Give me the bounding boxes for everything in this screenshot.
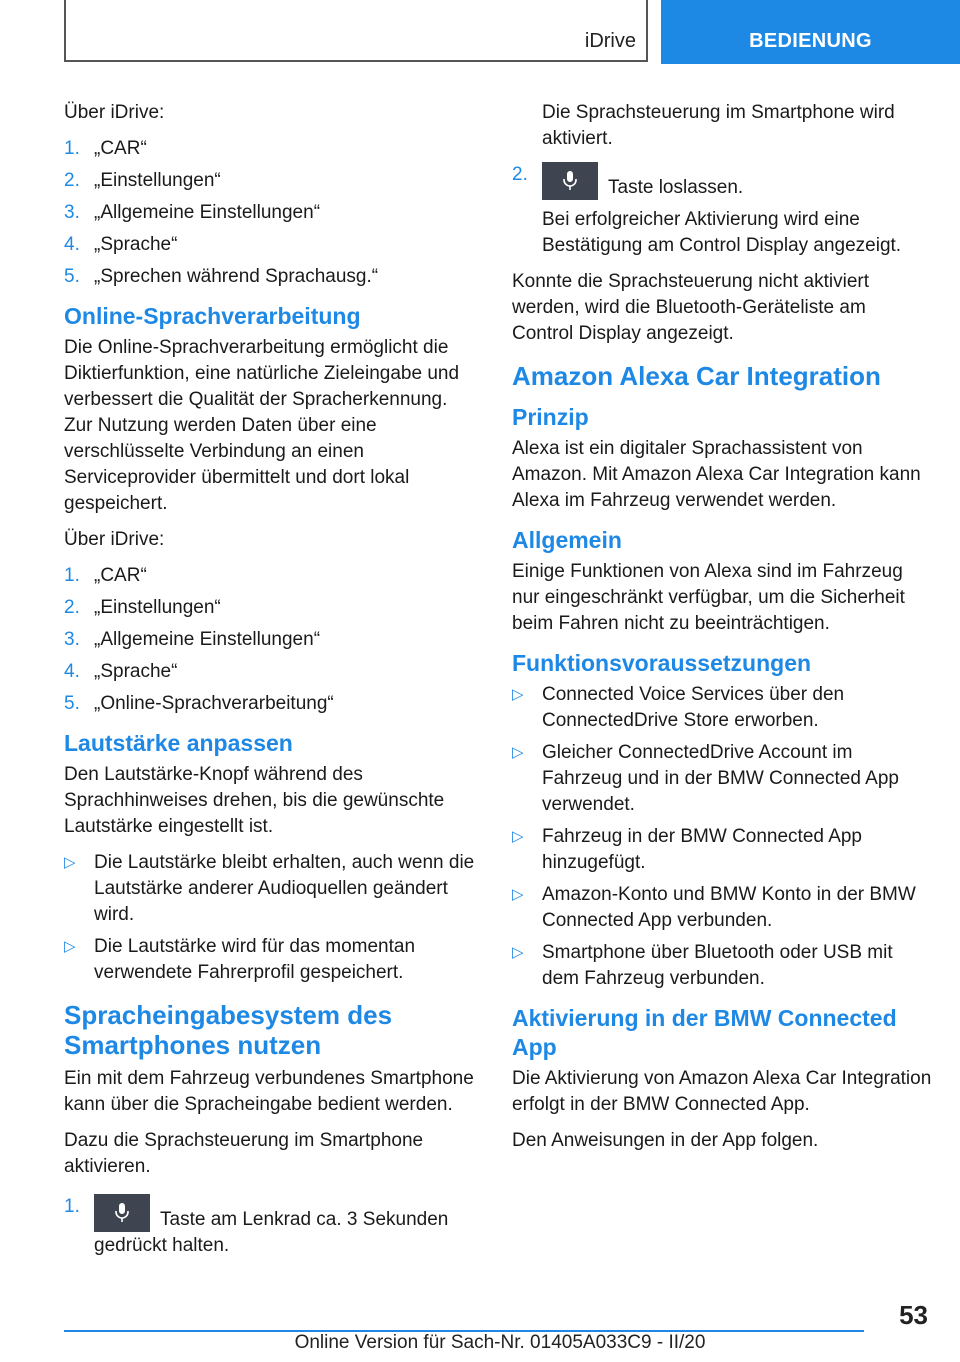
triangle-bullet-icon: ▷ [64,854,76,871]
numbered-list [64,136,480,290]
header-tab-bedienung [661,0,960,64]
paragraph: Den Anweisungen in der App folgen. [512,1130,819,1151]
step-item [64,1194,480,1259]
list-item-text: Connected Voice Services über den ConnectedDrive Store erworben. [542,684,845,731]
footer-text: Online Version für Sach-Nr. 01405A033C9 - II/20 [294,1332,706,1353]
heading-amazon-alexa: Amazon Alexa Car Integration [512,361,881,391]
list-item-text: Smartphone über Bluetooth oder USB mit dem Fahrzeug verbunden. [542,942,893,989]
list-item [512,824,932,876]
header-tab-label: BEDIENUNG [749,30,872,52]
list-item-text: „CAR“ [94,565,147,586]
list-item [64,659,480,685]
list-item [64,563,480,589]
list-item [512,940,932,992]
header-frame [64,0,648,62]
intro-text: Über iDrive: [64,529,165,550]
list-item [64,232,480,258]
step-number: 1. [64,1196,80,1217]
heading-online-sprachverarbeitung: Online-Sprachverarbeitung [64,303,361,329]
bullet-list [64,850,480,986]
heading-lautstaerke-anpassen: Lautstärke anpassen [64,730,293,756]
list-number: 2. [64,597,80,618]
left-column [64,100,480,1265]
list-item [512,740,932,818]
paragraph: Einige Funktionen von Alexa sind im Fahrzeug nur eingeschränkt verfügbar, um die Sicherheit beim Fahren nicht zu beeinträchtigen. [512,561,905,634]
list-number: 4. [64,234,80,255]
triangle-bullet-icon: ▷ [512,944,524,961]
step-item [512,162,932,201]
list-item [64,595,480,621]
voice-button [542,162,598,200]
list-item [512,682,932,734]
paragraph: Dazu die Sprachsteuerung im Smartphone aktivieren. [64,1130,424,1177]
paragraph: Den Lautstärke-Knopf während des Sprachhinweises drehen, bis die gewünschte Lautstärke eingestellt ist. [64,764,445,837]
list-number: 2. [64,170,80,191]
list-item [64,136,480,162]
list-item-text: „Allgemeine Einstellungen“ [94,629,321,650]
list-item-text: Gleicher ConnectedDrive Account im Fahrzeug und in der BMW Connected App verwendet. [542,742,899,815]
triangle-bullet-icon: ▷ [64,938,76,955]
list-item-text: „Sprechen während Sprachausg.“ [94,266,379,287]
list-item [512,882,932,934]
bullet-list [512,682,932,992]
list-number: 5. [64,266,80,287]
list-number: 3. [64,202,80,223]
step-continuation: Die Sprachsteuerung im Smartphone wird aktiviert. [542,102,895,149]
heading-funktionsvoraussetzungen: Funktionsvoraussetzungen [512,650,812,676]
list-item [64,200,480,226]
list-item-text: Fahrzeug in der BMW Connected App hinzugefügt. [542,826,863,873]
paragraph: Alexa ist ein digitaler Sprachassistent von Amazon. Mit Amazon Alexa Car Integration kann Alexa im Fahrzeug verwendet werden. [512,438,921,511]
list-item-text: „CAR“ [94,138,147,159]
header-section-title: iDrive [584,30,636,52]
list-item [64,168,480,194]
list-number: 5. [64,693,80,714]
list-item [64,691,480,717]
microphone-icon [114,1202,130,1224]
list-item-text: „Einstellungen“ [94,597,221,618]
list-item [64,850,480,928]
list-number: 1. [64,138,80,159]
paragraph: Ein mit dem Fahrzeug verbundenes Smartphone kann über die Spracheingabe bedient werden. [64,1068,474,1115]
paragraph: Die Aktivierung von Amazon Alexa Car Integration erfolgt in der BMW Connected App. [512,1068,932,1115]
list-item [64,264,480,290]
step-number: 2. [512,164,528,185]
list-item-text: „Einstellungen“ [94,170,221,191]
list-item-text: „Sprache“ [94,234,178,255]
voice-button [94,1194,150,1232]
microphone-icon [562,170,578,192]
list-item-text: „Allgemeine Einstellungen“ [94,202,321,223]
step-continuation: Bei erfolgreicher Aktivierung wird eine Bestätigung am Control Display angezeigt. [542,209,902,256]
list-number: 3. [64,629,80,650]
paragraph: Konnte die Sprachsteuerung nicht aktiviert werden, wird die Bluetooth-Geräteliste am Control Display angezeigt. [512,271,869,344]
heading-allgemein: Allgemein [512,527,622,553]
triangle-bullet-icon: ▷ [512,686,524,703]
list-item-text: Die Lautstärke wird für das momentan verwendete Fahrerprofil gespeichert. [94,936,416,983]
list-number: 4. [64,661,80,682]
step-text: Taste am Lenkrad ca. 3 Sekunden gedrückt halten. [94,1209,449,1256]
list-number: 1. [64,565,80,586]
intro-text: Über iDrive: [64,102,165,123]
heading-prinzip: Prinzip [512,404,589,430]
paragraph: Die Online-Sprachverarbeitung ermöglicht die Diktierfunktion, eine natürliche Zieleingabe und verbessert die Qualität der Spracherkennung. Zur Nutzung werden Daten über eine verschlüsselte Verbindung an einen Serviceprovider übermittelt und dort lokal gespeichert. [64,337,460,514]
list-item-text: „Sprache“ [94,661,178,682]
list-item-text: „Online-Sprachverarbeitung“ [94,693,334,714]
list-item [64,627,480,653]
heading-spracheingabesystem: Spracheingabesystem des Smartphones nutzen [64,1000,393,1060]
numbered-list [64,563,480,717]
list-item-text: Die Lautstärke bleibt erhalten, auch wenn die Lautstärke anderer Audioquellen geändert wird. [94,852,475,925]
triangle-bullet-icon: ▷ [512,744,524,761]
triangle-bullet-icon: ▷ [512,886,524,903]
right-column [512,100,932,1164]
list-item-text: Amazon-Konto und BMW Konto in der BMW Connected App verbunden. [542,884,916,931]
page-number: 53 [899,1300,928,1330]
triangle-bullet-icon: ▷ [512,828,524,845]
heading-aktivierung: Aktivierung in der BMW Connected App [512,1005,897,1060]
list-item [64,934,480,986]
step-text: Taste loslassen. [608,177,744,198]
